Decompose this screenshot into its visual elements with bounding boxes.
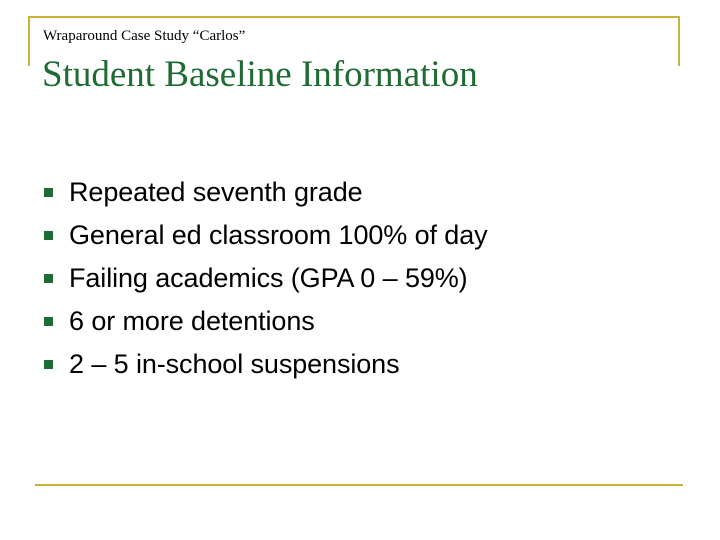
bullet-item <box>42 257 488 300</box>
bullet-item <box>42 343 488 386</box>
bullet-text: Failing academics (GPA 0 – 59%) <box>69 263 468 293</box>
slide-title: Student Baseline Information <box>42 54 478 95</box>
bullet-item <box>42 214 488 257</box>
slide-subtitle: Wraparound Case Study “Carlos” <box>43 28 246 44</box>
square-bullet-icon <box>44 188 53 197</box>
bullet-text: General ed classroom 100% of day <box>69 220 488 250</box>
square-bullet-icon <box>44 231 53 240</box>
left-rule <box>28 16 30 66</box>
top-rule <box>30 16 680 18</box>
square-bullet-icon <box>44 360 53 369</box>
square-bullet-icon <box>44 317 53 326</box>
bullet-text: 2 – 5 in-school suspensions <box>69 349 400 379</box>
right-rule <box>678 16 680 66</box>
bullet-text: 6 or more detentions <box>69 306 315 336</box>
bullet-text: Repeated seventh grade <box>69 177 363 207</box>
bullet-item <box>42 300 488 343</box>
square-bullet-icon <box>44 274 53 283</box>
bullet-item <box>42 171 488 214</box>
bullet-list <box>42 171 488 386</box>
bottom-rule <box>35 484 683 486</box>
